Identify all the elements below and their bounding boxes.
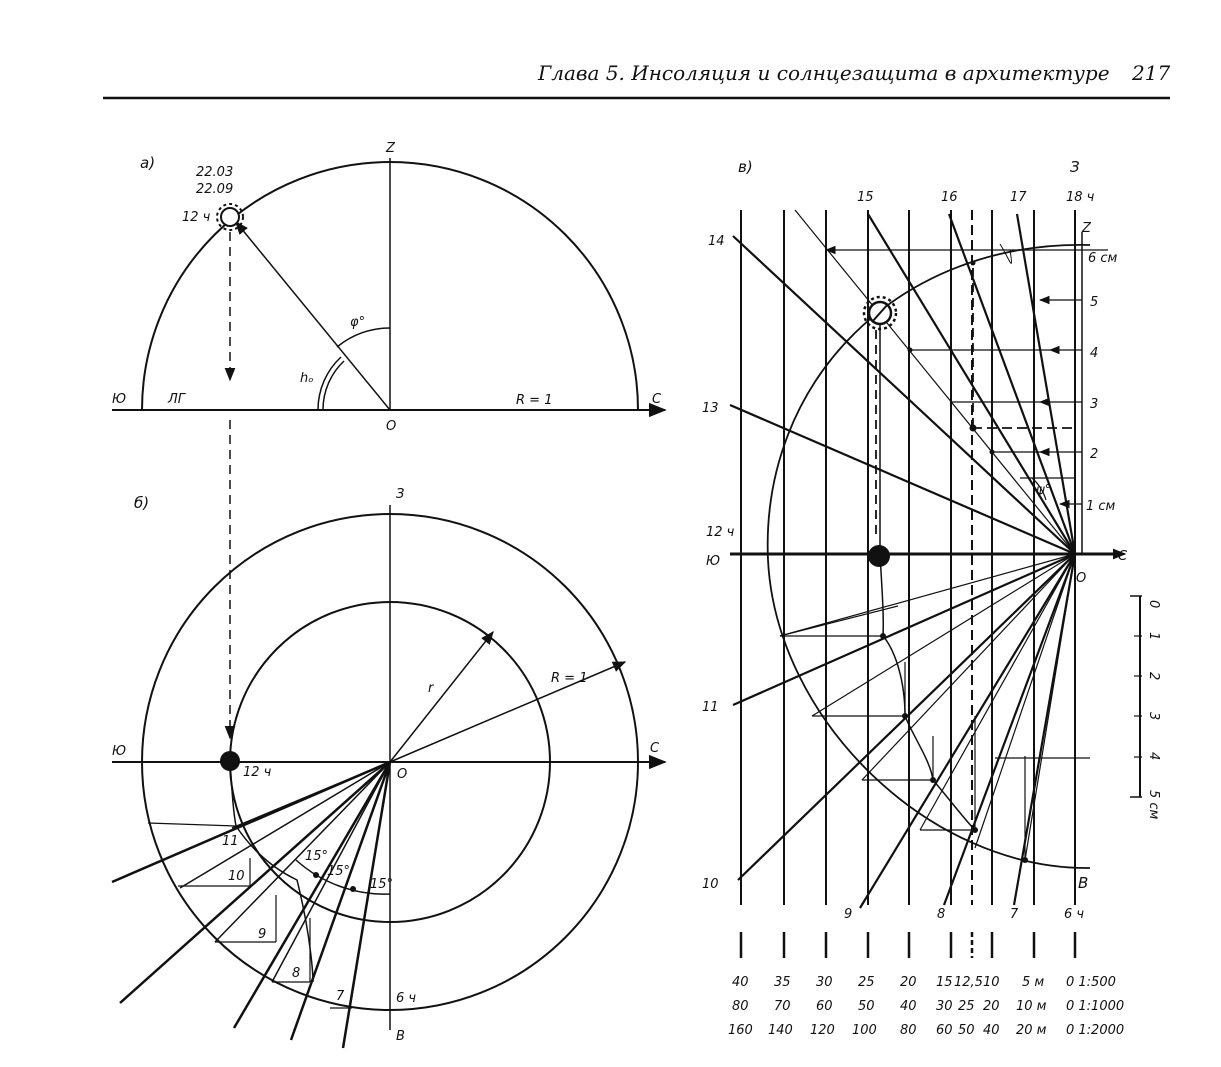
panel-a-tag: а): [140, 154, 156, 172]
south-label-c: Ю: [706, 554, 721, 569]
east-label: В: [396, 1029, 405, 1044]
angle-dot: [350, 886, 356, 892]
panel-b: [112, 420, 665, 1048]
h-label: hₒ: [300, 371, 314, 386]
north-label-b: С: [650, 741, 660, 756]
sun-path-c: [880, 316, 975, 830]
scale-1-1000: [732, 999, 1124, 1014]
scale-value: 50: [858, 999, 875, 1014]
bottom-ticks: [741, 932, 1075, 958]
panel-b-tag: б): [134, 494, 150, 512]
scale-value: 80: [732, 999, 749, 1014]
hour-7-label: 7: [336, 989, 345, 1004]
sun-position-12h-c: [868, 545, 890, 567]
ruler-3: 3: [1090, 397, 1099, 412]
psi-label: ψ°: [1036, 483, 1052, 498]
chapter-title: Глава 5. Инсоляция и солнцезащита в архитектуре: [538, 61, 1110, 85]
west-label-c: З: [1070, 158, 1080, 176]
scale-value: 20 м: [1016, 1023, 1047, 1038]
hour-12-label-c: 12 ч: [706, 525, 735, 540]
hour-6-label-b: 6 ч: [396, 991, 417, 1006]
side-scale-5cm: 5 см: [1146, 790, 1161, 820]
hour-12-label: 12 ч: [182, 210, 211, 225]
ruler-1cm: 1 см: [1086, 499, 1116, 514]
scale-value: 35: [774, 975, 791, 990]
scale-value: 100: [852, 1023, 877, 1038]
side-scale-4: 4: [1146, 752, 1161, 761]
page-number: 217: [1132, 61, 1171, 85]
origin-label: О: [386, 419, 397, 434]
origin-label-c: О: [1076, 571, 1087, 586]
panel-c: [702, 158, 1161, 1038]
hour-11-label-c: 11: [702, 700, 719, 715]
hour-lines-c: [730, 210, 1075, 908]
h-arc-outer: [318, 357, 341, 410]
panel-c-tag: в): [738, 158, 753, 176]
date-september: 22.09: [196, 182, 234, 197]
scale-value: 12,5: [954, 975, 983, 990]
panel-a: [112, 141, 665, 434]
angle-label-1: 15°: [305, 849, 329, 864]
ruler-4: 4: [1090, 346, 1099, 361]
side-scale-0: 0: [1146, 600, 1161, 609]
scale-value: 70: [774, 999, 791, 1014]
side-scale-1: 1: [1146, 632, 1161, 641]
ruler-6cm: 6 см: [1088, 251, 1118, 266]
scale-value: 0 1:2000: [1066, 1023, 1125, 1038]
scale-value: 80: [900, 1023, 917, 1038]
phi-arc: [337, 328, 390, 347]
radius-r-arrow: [390, 632, 493, 762]
hour-18-label: 18 ч: [1066, 190, 1095, 205]
scale-value: 15: [936, 975, 953, 990]
scale-value: 30: [816, 975, 833, 990]
scale-1-2000: [728, 1023, 1124, 1038]
hour-8-label: 8: [292, 966, 301, 981]
side-scale-3: 3: [1146, 712, 1161, 721]
south-label-b: Ю: [112, 744, 127, 759]
scale-value: 120: [810, 1023, 835, 1038]
hour-rays: [112, 762, 390, 1048]
scale-value: 5 м: [1022, 975, 1045, 990]
ruler-5: 5: [1090, 295, 1099, 310]
hour-9-label-c: 9: [844, 907, 853, 922]
scale-value: 25: [858, 975, 875, 990]
hour-ray: [234, 762, 390, 1028]
date-march: 22.03: [196, 165, 234, 180]
scale-value: 20: [983, 999, 1000, 1014]
hour-7-label-c: 7: [1010, 907, 1019, 922]
radius-R-label: R = 1: [551, 671, 588, 686]
hour-9-label: 9: [258, 927, 267, 942]
scale-value: 0 1:500: [1066, 975, 1116, 990]
scale-value: 25: [958, 999, 975, 1014]
h-arc-inner: [323, 361, 344, 410]
hour-13-label: 13: [702, 401, 719, 416]
north-label-c: С: [1118, 549, 1128, 564]
hour-10-label-c: 10: [702, 877, 719, 892]
angle-dot: [313, 872, 319, 878]
hour-10-label: 10: [228, 869, 245, 884]
hour-8-label-c: 8: [937, 907, 946, 922]
scale-1-500: [732, 975, 1116, 990]
scale-value: 40: [983, 1023, 1000, 1038]
west-label: З: [396, 487, 405, 502]
scale-value: 160: [728, 1023, 753, 1038]
phi-label: φ°: [350, 315, 366, 330]
scale-value: 30: [936, 999, 953, 1014]
scale-value: 10: [983, 975, 1000, 990]
scale-value: 20: [900, 975, 917, 990]
origin-label-b: О: [397, 767, 408, 782]
scale-value: 10 м: [1016, 999, 1047, 1014]
north-label: С: [652, 392, 662, 407]
radius-label: R = 1: [516, 393, 553, 408]
scale-value: 40: [732, 975, 749, 990]
zenith-label-c: Z: [1082, 221, 1091, 236]
radius-R-arrow: [390, 662, 625, 762]
projection-arc: [768, 245, 1090, 868]
scale-value: 50: [958, 1023, 975, 1038]
south-label: Ю: [112, 392, 127, 407]
angle-label-2: 15°: [327, 864, 351, 879]
zenith-label: Z: [386, 141, 395, 156]
hour-11-label: 11: [222, 834, 239, 849]
hour-ray: [120, 762, 390, 1003]
scale-value: 60: [816, 999, 833, 1014]
scale-value: 140: [768, 1023, 793, 1038]
horizon-line-label: ЛГ: [168, 392, 186, 407]
ruler-2: 2: [1090, 447, 1099, 462]
hour-6-label-c: 6 ч: [1064, 907, 1085, 922]
construction-points: [880, 261, 1028, 864]
hour-17-label: 17: [1010, 190, 1027, 205]
radius-r-label: r: [428, 681, 434, 696]
side-scale-bar: [1130, 596, 1161, 820]
side-scale-2: 2: [1146, 672, 1161, 681]
scale-value: 40: [900, 999, 917, 1014]
hour-15-label: 15: [857, 190, 874, 205]
scale-value: 60: [936, 1023, 953, 1038]
scale-value: 0 1:1000: [1066, 999, 1125, 1014]
angle-label-3: 15°: [370, 877, 394, 892]
hour-12-label-b: 12 ч: [243, 765, 272, 780]
east-label-c: В: [1078, 874, 1089, 892]
hour-14-label: 14: [708, 234, 725, 249]
hour-16-label: 16: [941, 190, 958, 205]
